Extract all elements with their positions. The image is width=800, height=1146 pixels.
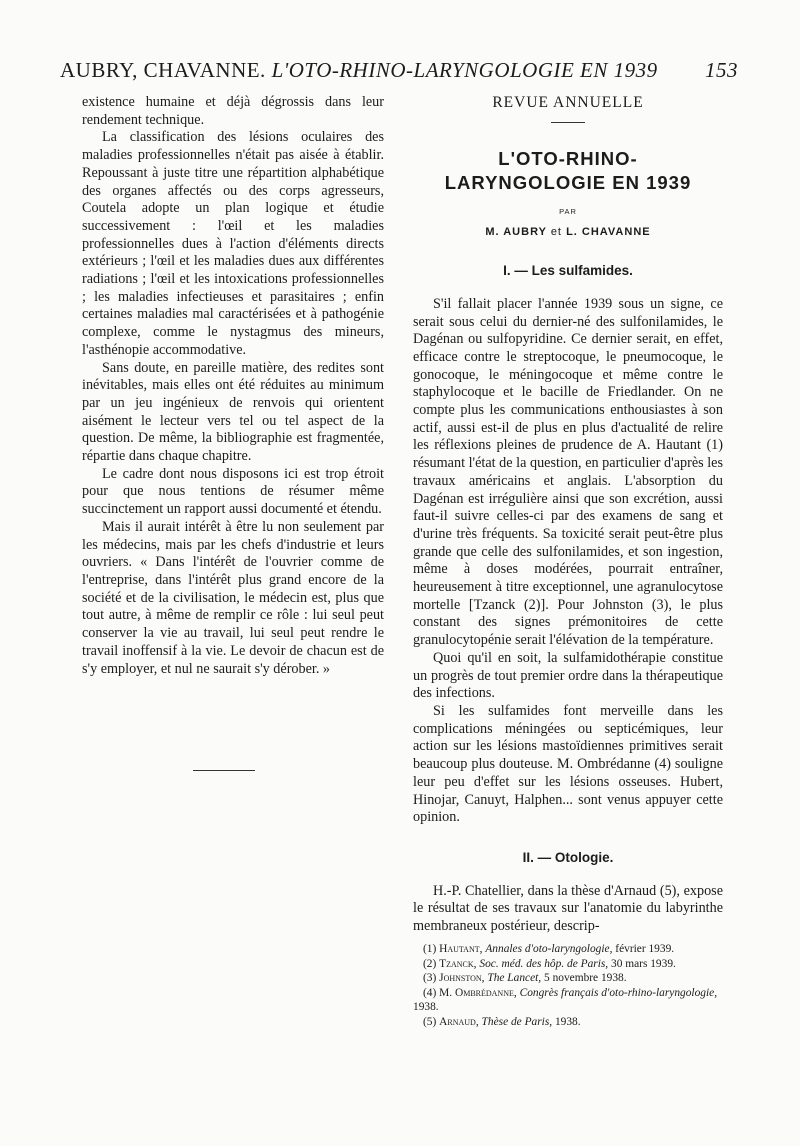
section-heading: II. — Otologie. — [522, 849, 614, 865]
running-head — [60, 58, 738, 83]
paragraph: existence humaine et déjà dégrossis dans leur rendement technique. — [82, 94, 384, 128]
footnote: (2) Tzanck, Soc. méd. des hôp. de Paris, 30 mars 1939. — [423, 957, 676, 970]
end-rule — [193, 770, 255, 771]
paragraph: Le cadre dont nous disposons ici est trop étroit pour que nous tentions de résumer même succinctement un rapport aussi documenté et étendu. — [82, 465, 384, 518]
section-label: REVUE ANNUELLE — [492, 94, 644, 111]
footnote: (5) Arnaud, Thèse de Paris, 1938. — [423, 1015, 581, 1028]
paragraph: Mais il aurait intérêt à être lu non seulement par les médecins, mais par les chefs d'industrie et leurs ouvriers. « Dans l'intérêt de l'ouvrier comme de l'entreprise, dans l'intérêt plus grand encore de la société et de la civilisation, le médecin est, plus que tout autre, à même de remplir ce rôle : lui seul peut conserver la vie au travail, lui seul peut rendre le travail inoffensif à la vie. Le devoir de chacun est de s'y employer, et nul ne saurait s'y dérober. » — [82, 518, 384, 677]
footnotes — [413, 942, 723, 1030]
paragraph: La classification des lésions oculaires des maladies professionnelles n'était pas aisée à établir. Repoussant à juste titre une répartition alphabétique des organes affectés ou des corps agresseurs, Coutela adopte un plan logique et étudie successivement : l'œil et les maladies professionnelles dues à l'action d'éléments directs extérieurs ; l'œil et les maladies dues aux différentes radiations ; l'œil et les intoxications professionnelles ; les maladies infectieuses et parasitaires ; enfin certaines maladies mal caractérisées et à pathogénie complexe, comme le nystagmus des mineurs, l'asthénopie accommodative. — [82, 129, 384, 358]
article-title — [413, 147, 723, 195]
header-authors: AUBRY, CHAVANNE. — [60, 58, 266, 82]
footnote: (4) M. Ombrédanne, Congrès français d'oto-rhino-laryngologie, 1938. — [413, 986, 718, 1014]
author: M. AUBRY — [485, 226, 547, 239]
paragraph: H.-P. Chatellier, dans la thèse d'Arnaud (5), expose le résultat de ses travaux sur l'anatomie du labyrinthe membraneux postérieur, descrip- — [413, 882, 723, 935]
section-heading: I. — Les sulfamides. — [503, 263, 633, 279]
footnote: (3) Johnston, The Lancet, 5 novembre 1938. — [423, 972, 627, 985]
paragraph: Sans doute, en pareille matière, des redites sont inévitables, mais elles ont été réduites au minimum par un jeu ingénieux de renvois qui orientent aisément le lecteur vers tel ou tel aspect de la question. De même, la bibliographie est fragmentée, répartie dans chaque chapitre. — [82, 359, 384, 465]
paragraph: Quoi qu'il en soit, la sulfamidothérapie constitue un progrès de tout premier ordre dans la thérapeutique des infections. — [413, 649, 723, 702]
article-title-line: L'OTO-RHINO- — [498, 147, 638, 169]
header-title: L'OTO-RHINO-LARYNGOLOGIE EN 1939 — [271, 58, 658, 82]
right-column — [413, 94, 723, 936]
paragraph: Si les sulfamides font merveille dans les complications méningées ou septicémiques, leur action sur les lésions mastoïdiennes primitives serait beaucoup plus douteuse. M. Ombrédanne (4) souligne leur peu d'effet sur les lésions osseuses. Hubert, Hinojar, Canuyt, Halphen... sont venus appuyer cette opinion. — [413, 702, 723, 826]
footnote: (1) Hautant, Annales d'oto-laryngologie, février 1939. — [423, 943, 675, 955]
byline-et: et — [550, 226, 562, 239]
byline-par: PAR — [559, 206, 577, 216]
left-column — [82, 94, 384, 678]
byline — [413, 224, 723, 242]
author: L. CHAVANNE — [566, 226, 651, 239]
article-title-line: LARYNGOLOGIE EN 1939 — [444, 171, 692, 193]
title-rule — [551, 122, 585, 123]
paragraph: S'il fallait placer l'année 1939 sous un signe, ce serait sous celui du dernier-né des sulfonilamides, le Dagénan ou sulfopyridine. Ce dernier serait, en effet, efficace contre le streptocoque, le pneumocoque, le gonocoque, le méningocoque et même contre le staphylocoque et le bacille de Friedlander. On ne compte plus les communications enthousiastes à son actif, aussi est-il de plus en plus d'actualité de relire les réflexions pleines de prudence de A. Hautant (1) résumant l'état de la question, en particulier d'après les travaux américains et anglais. L'absorption du Dagénan est irrégulière ainsi que son excrétion, aussi faut-il suivre celles-ci par des examens de sang et d'urine très fréquents. Sa toxicité serait peut-être plus grande que celle des sulfonilamides, et son ingestion, même à doses modérées, pourrait entraîner, heureusement à titre exceptionnel, une agranulocytose mortelle [Tzanck (2)]. Pour Johnston (3), le plus constant des signes prémonitoires de cette granulocytopénie serait l'élévation de la température. — [413, 295, 723, 649]
page-number: 153 — [705, 58, 738, 82]
